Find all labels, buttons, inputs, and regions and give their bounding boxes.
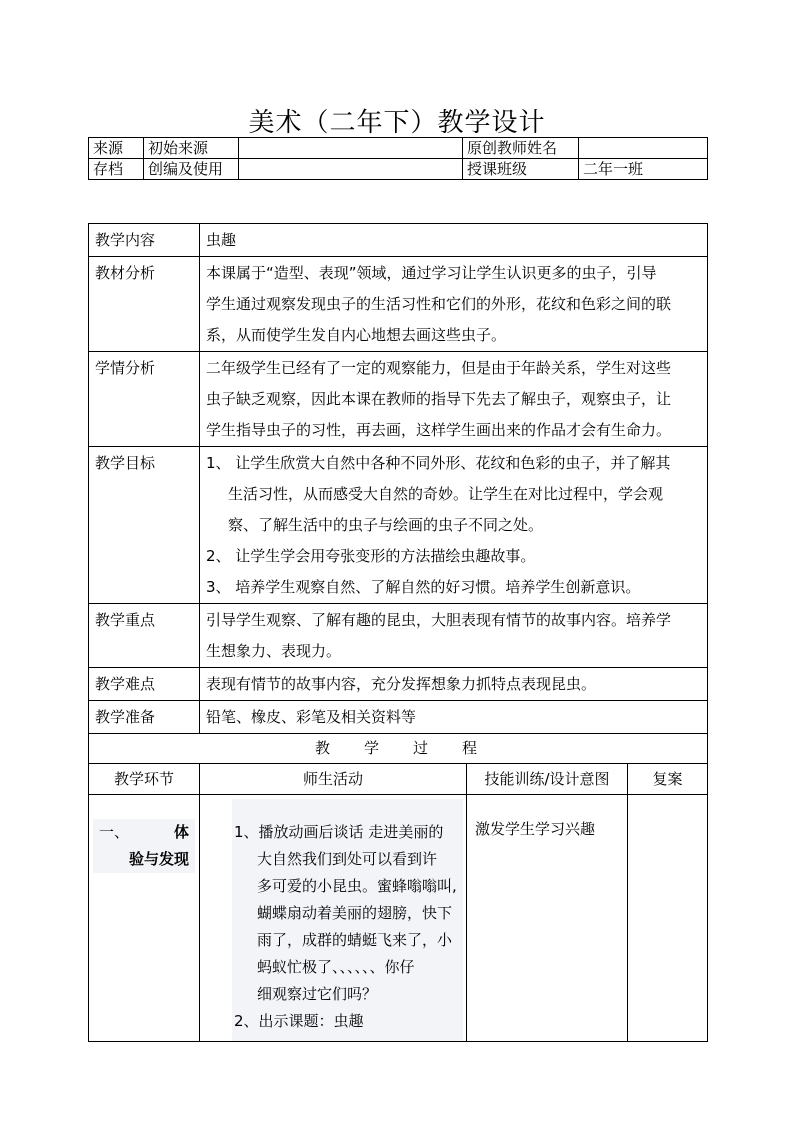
- analysis-text: [200, 257, 708, 352]
- activity-line: 蚂蚁忙极了、、、、、、你仔: [257, 958, 415, 976]
- class-label: 授课班级: [463, 159, 579, 180]
- prep-label: 教学准备: [89, 701, 200, 734]
- students-text: [200, 352, 708, 447]
- column-header-intent: 技能训练/设计意图: [467, 764, 628, 795]
- activity-line: 1、播放动画后谈话 走进美丽的: [234, 823, 444, 841]
- students-line: 二年级学生已经有了一定的观察能力，但是由于年龄关系，学生对这些: [206, 359, 672, 377]
- goals-row: [89, 447, 708, 604]
- difficulty-label: 教学难点: [89, 668, 200, 701]
- stage-number: 一、: [99, 823, 130, 841]
- archive-label: 存档: [89, 159, 144, 180]
- analysis-label: 教材分析: [89, 257, 200, 352]
- column-header-stage: 教学环节: [89, 764, 200, 795]
- process-heading: 教学过程: [89, 734, 708, 764]
- goal-line: 3、 培养学生观察自然、了解自然的好习惯。培养学生创新意识。: [206, 578, 641, 596]
- activity-text: [232, 799, 463, 1041]
- intent-text: 激发学生学习兴趣: [475, 820, 596, 838]
- goal-line: 察、了解生活中的虫子与绘画的虫子不同之处。: [228, 516, 544, 534]
- prep-value: 铅笔、橡皮、彩笔及相关资料等: [200, 701, 708, 734]
- class-value: 二年一班: [579, 159, 708, 180]
- prep-row: [89, 701, 708, 734]
- content-value: 虫趣: [200, 224, 708, 257]
- key-text: [200, 604, 708, 668]
- goal-line: 2、 让学生学会用夸张变形的方法描绘虫趣故事。: [206, 547, 536, 565]
- content-row: [89, 224, 708, 257]
- key-label: 教学重点: [89, 604, 200, 668]
- stage-title-start: 体: [173, 823, 189, 841]
- original-teacher-value: [579, 138, 708, 159]
- activity-line: 大自然我们到处可以看到许: [257, 850, 438, 868]
- column-header-activity: 师生活动: [200, 764, 467, 795]
- intent-cell: [467, 795, 628, 1042]
- stage-title-end: 验与发现: [128, 850, 189, 868]
- students-line: 虫子缺乏观察，因此本课在教师的指导下先去了解虫子，观察虫子，让: [206, 390, 672, 408]
- difficulty-row: [89, 668, 708, 701]
- original-teacher-label: 原创教师姓名: [463, 138, 579, 159]
- stage-cell: [89, 795, 200, 1042]
- source-value: 初始来源: [144, 138, 239, 159]
- key-line: 生想象力、表现力。: [206, 642, 342, 660]
- students-label: 学情分析: [89, 352, 200, 447]
- lesson-table: [88, 223, 708, 1042]
- activity-line: 雨了，成群的蜻蜓飞来了，小: [257, 931, 453, 949]
- students-row: [89, 352, 708, 447]
- activity-cell: [200, 795, 467, 1042]
- activity-line: 多可爱的小昆虫。蜜蜂嗡嗡叫,: [257, 877, 457, 895]
- activity-line: 2、出示课题：虫趣: [234, 1012, 364, 1030]
- column-header-revision: 复案: [628, 764, 708, 795]
- info-table: [88, 137, 708, 180]
- stage-row: [89, 795, 708, 1042]
- source-blank: [239, 138, 463, 159]
- process-heading-row: [89, 734, 708, 764]
- goal-line: 生活习性，从而感受大自然的奇妙。让学生在对比过程中，学会观: [228, 485, 664, 503]
- goals-label: 教学目标: [89, 447, 200, 604]
- goals-text: [200, 447, 708, 604]
- revision-cell: [628, 795, 708, 1042]
- archive-blank: [239, 159, 463, 180]
- content-label: 教学内容: [89, 224, 200, 257]
- source-label: 来源: [89, 138, 144, 159]
- students-line: 学生指导虫子的习性，再去画，这样学生画出来的作品才会有生命力。: [206, 421, 672, 439]
- process-column-headers: [89, 764, 708, 795]
- stage-label: [93, 819, 195, 873]
- goal-line: 1、 让学生欣赏大自然中各种不同外形、花纹和色彩的虫子，并了解其: [206, 454, 671, 472]
- analysis-line: 本课属于“造型、表现”领域，通过学习让学生认识更多的虫子，引导: [206, 264, 657, 282]
- key-row: [89, 604, 708, 668]
- analysis-row: [89, 257, 708, 352]
- activity-line: 蝴蝶扇动着美丽的翅膀，快下: [257, 904, 453, 922]
- page-title: 美术（二年下）教学设计: [248, 108, 546, 138]
- difficulty-value: 表现有情节的故事内容，充分发挥想象力抓特点表现昆虫。: [200, 668, 708, 701]
- key-line: 引导学生观察、了解有趣的昆虫，大胆表现有情节的故事内容。培养学: [206, 611, 672, 629]
- analysis-line: 学生通过观察发现虫子的生活习性和它们的外形，花纹和色彩之间的联: [206, 295, 672, 313]
- analysis-line: 系，从而使学生发自内心地想去画这些虫子。: [206, 326, 507, 344]
- activity-line: 细观察过它们吗？: [257, 985, 378, 1003]
- archive-value: 创编及使用: [144, 159, 239, 180]
